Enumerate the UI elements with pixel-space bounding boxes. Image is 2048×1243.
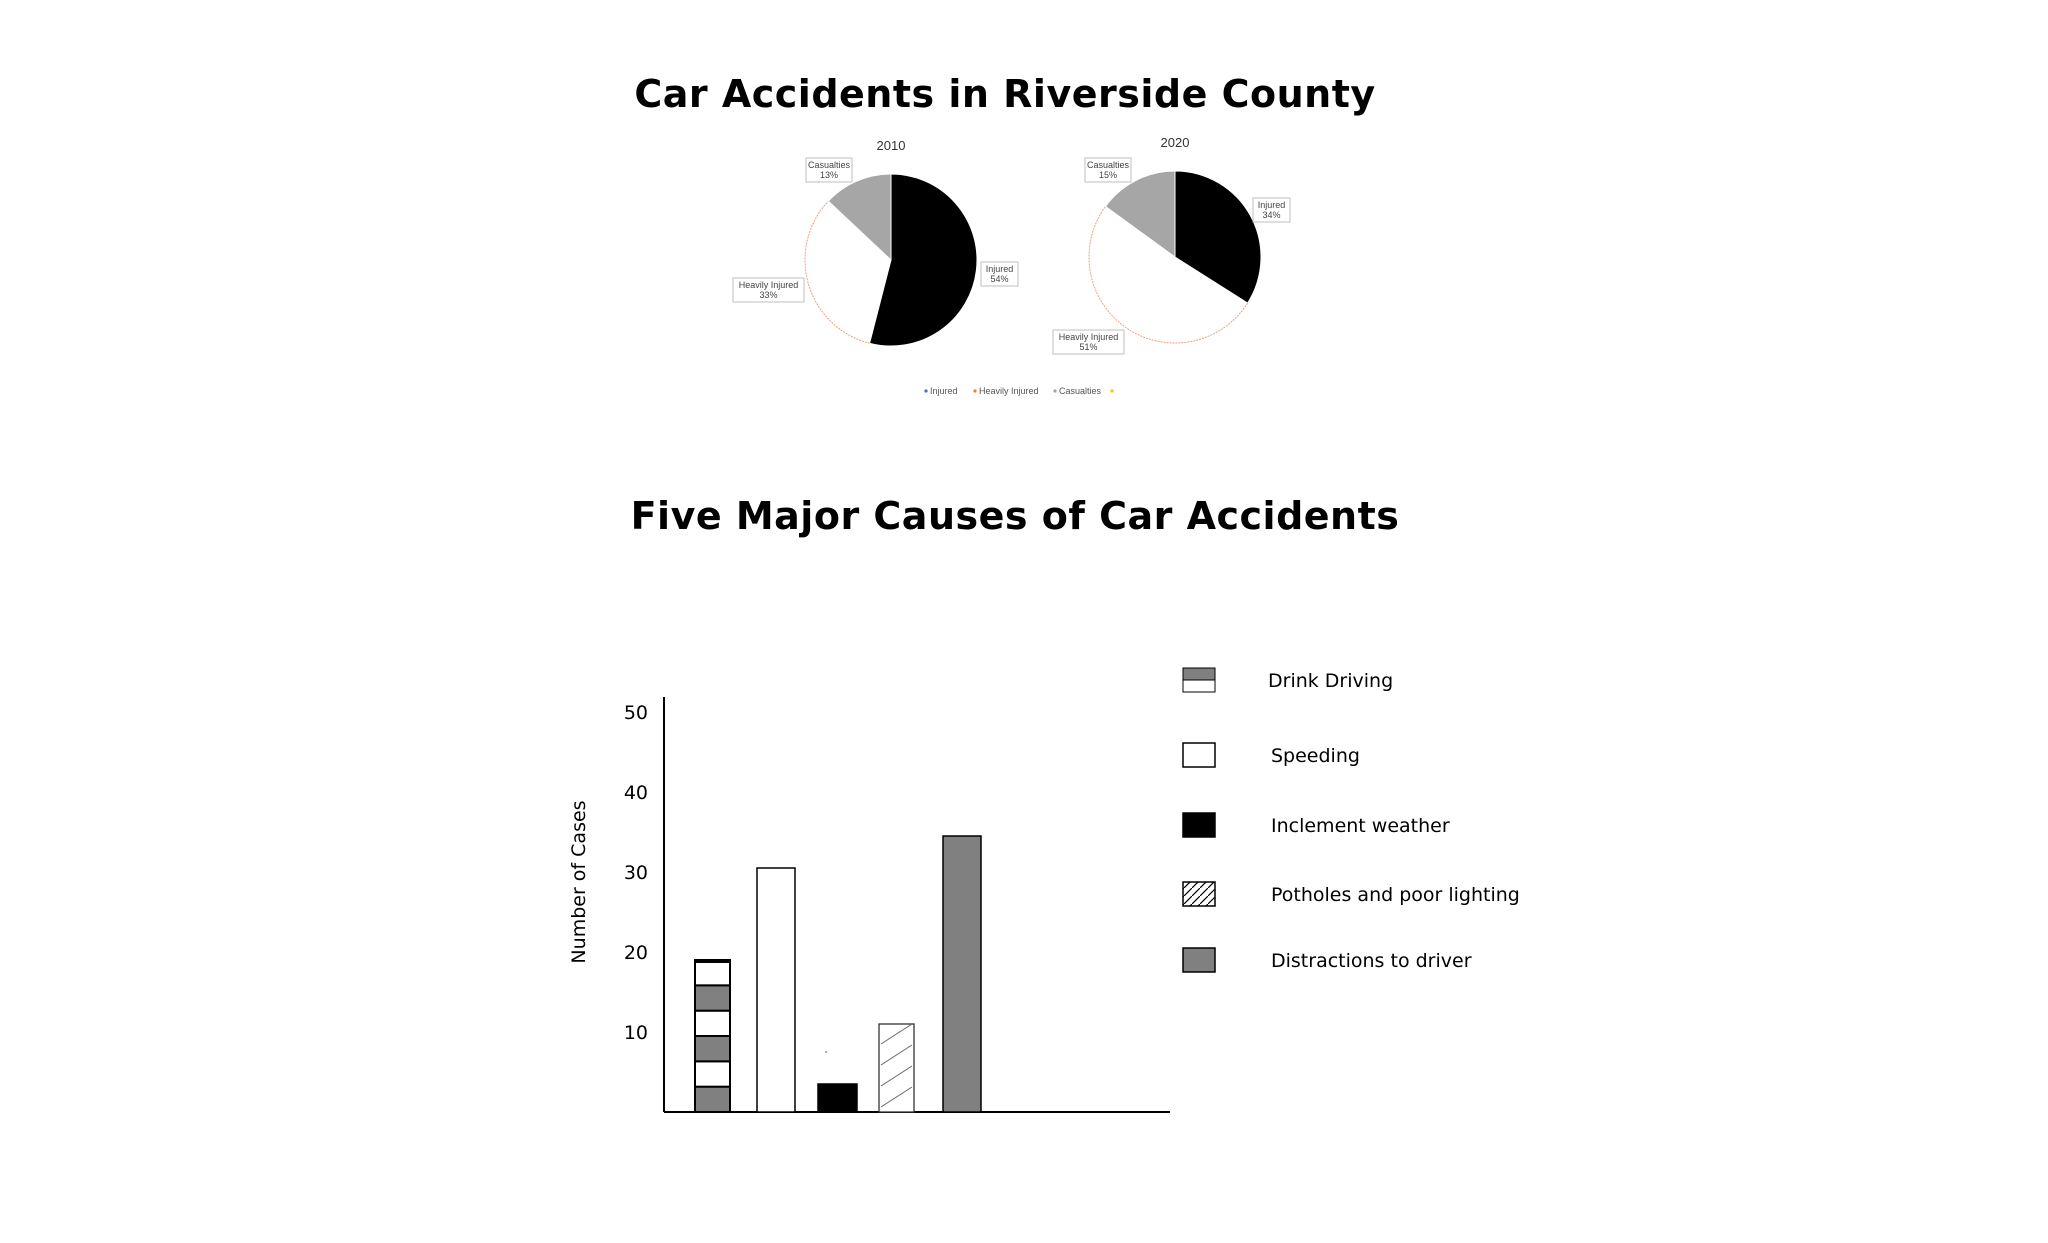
callout-name: Casualties	[807, 160, 851, 170]
pie-chart-2010	[733, 138, 1018, 346]
bar-drink-driving	[695, 960, 730, 1112]
pie-legend-item-blank	[1110, 389, 1113, 392]
callout-name: Injured	[1257, 200, 1286, 210]
bar-legend-item-speeding	[1183, 743, 1360, 767]
legend-swatch	[1183, 882, 1215, 906]
y-tick-label-10: 10	[623, 1022, 648, 1044]
bar-chart-group	[568, 697, 1170, 1112]
pie-chart-2020	[1053, 135, 1290, 354]
legend-label: Distractions to driver	[1271, 950, 1472, 972]
callout-percent: 33%	[759, 290, 778, 300]
legend-label: Heavily Injured	[979, 386, 1039, 396]
callout-percent: 15%	[1098, 170, 1118, 180]
legend-label: Potholes and poor lighting	[1271, 884, 1520, 906]
bar-inclement-weather	[818, 1084, 857, 1112]
legend-swatch-bottom	[1183, 680, 1215, 692]
bar-segment	[695, 985, 730, 1010]
pie-title-2020: 2020	[1160, 135, 1190, 150]
legend-label: Speeding	[1271, 745, 1360, 767]
callout-name: Casualties	[1086, 160, 1130, 170]
legend-swatch-top	[1183, 668, 1215, 680]
pie-legend-item-heavily-injured	[973, 386, 1038, 396]
bar-legend-item-distractions-to-driver	[1183, 948, 1472, 972]
bar-segment	[695, 960, 730, 985]
bar-legend-item-potholes-and-poor-lighting	[1183, 882, 1520, 906]
legend-swatch	[1183, 743, 1215, 767]
pie-title-2010: 2010	[876, 138, 906, 153]
legend-dot	[924, 389, 927, 392]
callout-name: Heavily Injured	[738, 280, 799, 290]
pie-data-label-heavily-injured	[733, 278, 804, 302]
legend-label: Injured	[930, 386, 958, 396]
legend-dot	[1110, 389, 1113, 392]
bar-legend-item-drink-driving	[1183, 668, 1393, 692]
callout-percent: 34%	[1262, 210, 1281, 220]
bar-speeding	[757, 868, 795, 1112]
callout-percent: 54%	[990, 274, 1009, 284]
pie-legend-item-casualties	[1053, 386, 1101, 396]
pie-data-label-casualties	[806, 158, 852, 182]
legend-swatch	[1183, 948, 1215, 972]
y-tick-label-20: 20	[623, 942, 648, 964]
legend-swatch	[1183, 813, 1215, 837]
pie-data-label-heavily-injured	[1053, 330, 1124, 354]
callout-percent: 13%	[819, 170, 839, 180]
pie-legend-item-injured	[924, 386, 957, 396]
bar-segment	[695, 1036, 730, 1061]
bar-segment	[695, 1061, 730, 1086]
legend-dot	[1053, 389, 1056, 392]
legend-label: Casualties	[1059, 386, 1102, 396]
y-tick-label-50: 50	[623, 702, 648, 724]
pie-legend	[924, 386, 1113, 396]
pie-data-label-injured	[1253, 198, 1290, 222]
legend-label: Inclement weather	[1271, 815, 1450, 837]
bar-potholes-and-poor-lighting	[879, 1024, 914, 1112]
y-tick-label-40: 40	[623, 782, 648, 804]
callout-name: Injured	[985, 264, 1014, 274]
bar-chart-title: Five Major Causes of Car Accidents	[630, 494, 1400, 538]
bar-legend	[1183, 668, 1520, 972]
legend-dot	[973, 389, 976, 392]
bar-distractions-to-driver	[943, 836, 981, 1112]
pie-data-label-injured	[981, 262, 1018, 286]
stray-dot	[825, 1051, 827, 1053]
bar-cap	[695, 960, 730, 963]
callout-percent: 51%	[1079, 342, 1098, 352]
legend-label: Drink Driving	[1268, 670, 1394, 692]
bar-segment	[695, 1087, 730, 1112]
y-axis-title: Number of Cases	[568, 800, 590, 964]
bar-segment	[695, 1011, 730, 1036]
pie-charts-group	[733, 135, 1290, 354]
callout-name: Heavily Injured	[1058, 332, 1119, 342]
y-tick-label-30: 30	[623, 862, 648, 884]
pie-data-label-casualties	[1085, 158, 1131, 182]
bar-legend-item-inclement-weather	[1183, 813, 1450, 837]
main-title: Car Accidents in Riverside County	[634, 72, 1376, 116]
